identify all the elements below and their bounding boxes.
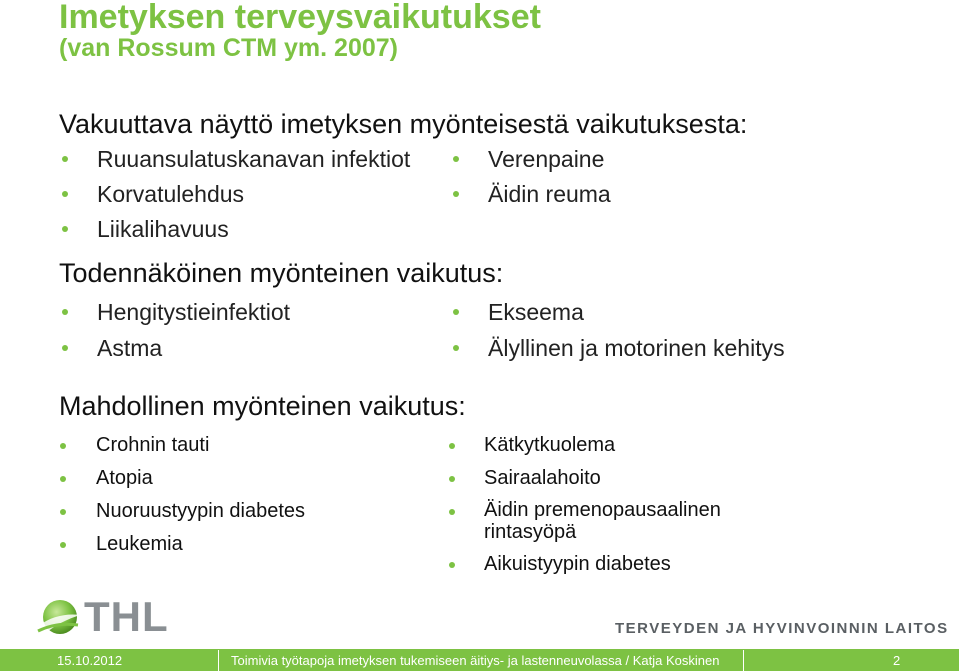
footer-divider <box>218 650 219 671</box>
footer-date: 15.10.2012 <box>57 653 123 668</box>
list-item: Atopia <box>96 467 153 489</box>
list-item: Ruuansulatuskanavan infektiot <box>97 146 411 172</box>
list-item: Sairaalahoito <box>484 467 601 489</box>
bullet-icon <box>60 476 66 482</box>
bullet-icon <box>62 156 68 162</box>
bullet-icon <box>60 443 66 449</box>
bullet-icon <box>60 509 66 515</box>
page-number: 2 <box>893 653 901 668</box>
list-item: Nuoruustyypin diabetes <box>96 500 306 522</box>
list-item: Äidin premenopausaalinen rintasyöpä <box>484 499 721 543</box>
list-item: Hengitystieinfektiot <box>97 299 291 325</box>
list-item: Ekseema <box>488 299 584 325</box>
bullet-icon <box>62 191 68 197</box>
list-item: Verenpaine <box>488 146 605 172</box>
bullet-icon <box>62 226 68 232</box>
section2-heading: Todennäköinen myönteinen vaikutus: <box>59 258 504 288</box>
list-item: Astma <box>97 335 163 361</box>
thl-logo-text: THL <box>84 593 169 640</box>
list-item: Älyllinen ja motorinen kehitys <box>488 335 785 361</box>
bullet-icon <box>60 542 66 548</box>
section1-heading: Vakuuttava näyttö imetyksen myönteisestä vaikutuksesta: <box>59 109 748 139</box>
slide-title: Imetyksen terveysvaikutukset <box>59 0 541 36</box>
bullet-icon <box>453 156 459 162</box>
list-item: Aikuistyypin diabetes <box>484 553 671 575</box>
list-item: Äidin reuma <box>488 181 611 207</box>
bullet-icon <box>62 345 68 351</box>
bullet-icon <box>453 345 459 351</box>
bullet-icon <box>453 309 459 315</box>
thl-leaf-icon <box>36 595 82 644</box>
institution-name: TERVEYDEN JA HYVINVOINNIN LAITOS <box>615 620 949 637</box>
footer-caption: Toimivia työtapoja imetyksen tukemiseen äitiys- ja lastenneuvolassa / Katja Koskinen <box>231 653 720 668</box>
bullet-icon <box>449 509 455 515</box>
bullet-icon <box>449 562 455 568</box>
list-item: Kätkytkuolema <box>484 434 616 456</box>
list-item: Leukemia <box>96 533 183 555</box>
slide-subtitle: (van Rossum CTM ym. 2007) <box>59 34 398 62</box>
bullet-icon <box>449 476 455 482</box>
list-item: Crohnin tauti <box>96 434 210 456</box>
section3-heading: Mahdollinen myönteinen vaikutus: <box>59 391 466 421</box>
bullet-icon <box>62 309 68 315</box>
bullet-icon <box>449 443 455 449</box>
list-item: Liikalihavuus <box>97 216 229 242</box>
list-item: Korvatulehdus <box>97 181 245 207</box>
footer-divider <box>743 650 744 671</box>
bullet-icon <box>453 191 459 197</box>
